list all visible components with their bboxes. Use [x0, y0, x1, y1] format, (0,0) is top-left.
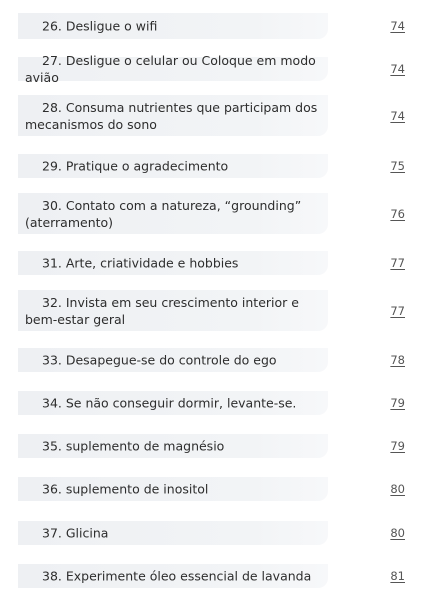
toc-row-37[interactable] — [0, 521, 438, 545]
toc-page-link[interactable]: 77 — [390, 303, 405, 318]
toc-entry-title[interactable]: 33. Desapegue-se do controle do ego — [42, 352, 277, 368]
toc-entry-bar[interactable] — [18, 13, 328, 39]
toc-entry-title[interactable]: 37. Glicina — [42, 525, 109, 541]
toc-page-link[interactable]: 80 — [390, 482, 405, 496]
toc-row-32[interactable] — [0, 290, 438, 331]
toc-entry-bar[interactable] — [18, 193, 328, 234]
toc-row-30[interactable] — [0, 193, 438, 234]
toc-row-35[interactable] — [0, 434, 438, 458]
toc-entry-bar[interactable] — [18, 95, 328, 136]
toc-page-link[interactable]: 81 — [390, 569, 405, 583]
toc-entry-bar[interactable] — [18, 564, 328, 588]
toc-entry-title[interactable]: 30. Contato com a natureza, “grounding” (aterramento) — [25, 197, 302, 230]
toc-page-link[interactable]: 80 — [390, 526, 405, 540]
toc-page-link[interactable]: 79 — [390, 396, 405, 410]
toc-entry-title[interactable]: 29. Pratique o agradecimento — [42, 158, 229, 174]
toc-entry-bar[interactable] — [18, 154, 328, 178]
toc-page-link[interactable]: 76 — [390, 206, 405, 221]
toc-page-link[interactable]: 79 — [390, 439, 405, 453]
toc-row-27[interactable] — [0, 53, 438, 85]
toc-row-29[interactable] — [0, 154, 438, 178]
toc-page-link[interactable]: 77 — [390, 256, 405, 270]
toc-row-34[interactable] — [0, 391, 438, 415]
toc-page-link[interactable]: 74 — [390, 108, 405, 123]
toc-entry-bar[interactable] — [18, 521, 328, 545]
toc-entry-bar[interactable] — [18, 391, 328, 415]
toc-entry-title[interactable]: 35. suplemento de magnésio — [42, 438, 225, 454]
toc-row-28[interactable] — [0, 95, 438, 136]
toc-entry-title[interactable]: 34. Se não conseguir dormir, levante-se. — [42, 395, 297, 411]
toc-entry-title[interactable]: 32. Invista em seu crescimento interior e bem-estar geral — [25, 294, 299, 327]
toc-entry-bar[interactable] — [18, 290, 328, 331]
toc-entry-title[interactable]: 27. Desligue o celular ou Coloque em modo avião — [25, 53, 316, 85]
toc-row-26[interactable] — [0, 13, 438, 39]
toc-row-36[interactable] — [0, 477, 438, 501]
toc-entry-bar[interactable] — [18, 251, 328, 275]
toc-entry-bar[interactable] — [18, 434, 328, 458]
toc-entry-title[interactable]: 28. Consuma nutrientes que participam dos mecanismos do sono — [25, 99, 318, 132]
toc-page-link[interactable]: 74 — [390, 19, 405, 33]
toc-entry-title[interactable]: 36. suplemento de inositol — [42, 481, 209, 497]
toc-row-38[interactable] — [0, 564, 438, 588]
toc-entry-title[interactable]: 31. Arte, criatividade e hobbies — [42, 255, 239, 271]
toc-entry-bar[interactable] — [18, 53, 328, 85]
toc-page-link[interactable]: 78 — [390, 353, 405, 367]
toc-entry-bar[interactable] — [18, 477, 328, 501]
toc-page-link[interactable]: 75 — [390, 159, 405, 173]
toc-row-33[interactable] — [0, 348, 438, 372]
toc-entry-title[interactable]: 38. Experimente óleo essencial de lavanda — [42, 568, 312, 584]
toc-entry-bar[interactable] — [18, 348, 328, 372]
toc-page-link[interactable]: 74 — [390, 62, 405, 76]
toc-entry-title[interactable]: 26. Desligue o wifi — [42, 18, 158, 34]
toc-row-31[interactable] — [0, 251, 438, 275]
